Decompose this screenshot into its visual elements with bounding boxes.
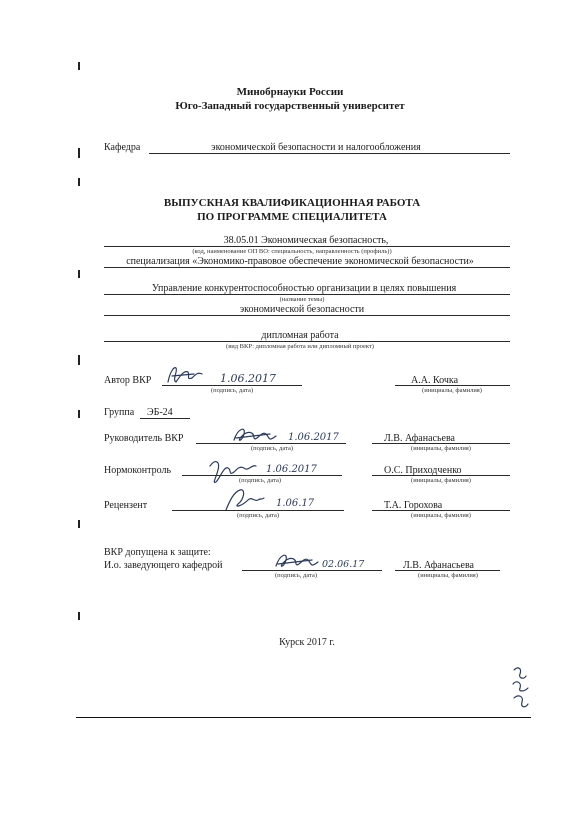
title-line-2: ПО ПРОГРАММЕ СПЕЦИАЛИТЕТА xyxy=(197,211,387,223)
normcontrol-sign-underline xyxy=(182,475,342,476)
specialization: специализация «Экономико-правовое обеспечение экономической безопасности» xyxy=(126,256,474,267)
group-value: ЭБ-24 xyxy=(147,407,173,418)
admission-name-underline xyxy=(395,570,500,571)
author-signature-date: 1.06.2017 xyxy=(220,372,276,385)
supervisor-name-hint: (инициалы, фамилия) xyxy=(411,445,471,452)
department-value: экономической безопасности и налогообложения xyxy=(211,142,421,153)
admission-line-2: И.о. заведующего кафедрой xyxy=(104,560,223,571)
supervisor-sign-hint: (подпись, дата) xyxy=(250,445,294,452)
topic-line-1: Управление конкурентоспособностью организации в целях повышения xyxy=(151,283,457,294)
work-type: дипломная работа xyxy=(261,330,339,341)
margin-mark xyxy=(78,62,80,70)
margin-mark xyxy=(78,355,80,365)
author-sign-underline xyxy=(162,385,302,386)
author-name-underline xyxy=(395,385,510,386)
reviewer-signature-date: 1.06.17 xyxy=(276,498,315,509)
margin-mark xyxy=(78,148,80,158)
author-name-hint: (инициалы, фамилия) xyxy=(422,387,482,394)
specialization-underline xyxy=(104,267,510,268)
reviewer-sign-underline xyxy=(172,510,344,511)
author-name: А.А. Кочка xyxy=(411,375,459,386)
title-line-1: ВЫПУСКНАЯ КВАЛИФИКАЦИОННАЯ РАБОТА xyxy=(163,197,421,209)
supervisor-label: Руководитель ВКР xyxy=(104,433,184,444)
admission-sign-underline xyxy=(242,570,382,571)
supervisor-sign-underline xyxy=(196,443,346,444)
reviewer-label: Рецензент xyxy=(104,500,148,511)
normcontrol-name-underline xyxy=(372,475,510,476)
ministry-name: Минобрнауки России xyxy=(236,86,344,98)
normcontrol-label: Нормоконтроль xyxy=(104,465,172,476)
supervisor-name: Л.В. Афанасьева xyxy=(384,433,455,444)
margin-mark xyxy=(78,270,80,278)
topic-underline-2 xyxy=(104,315,510,316)
admission-line-1: ВКР допущена к защите: xyxy=(104,547,211,558)
topic-line-2: экономической безопасности xyxy=(239,304,365,315)
normcontrol-signature-date: 1.06.2017 xyxy=(266,464,317,475)
supervisor-signature-date: 1.06.2017 xyxy=(288,432,339,443)
margin-mark xyxy=(78,178,80,186)
city-year: Курск 2017 г. xyxy=(279,637,335,648)
work-type-hint: (вид ВКР: дипломная работа или дипломный проект) xyxy=(226,343,374,350)
admission-name: Л.В. Афанасьева xyxy=(403,560,474,571)
university-name: Юго-Западный государственный университет xyxy=(175,100,405,112)
topic-underline-1 xyxy=(104,294,510,295)
normcontrol-name: О.С. Приходченко xyxy=(384,465,462,476)
reviewer-name: Т.А. Горохова xyxy=(384,500,443,511)
normcontrol-name-hint: (инициалы, фамилия) xyxy=(411,477,471,484)
specialty-code: 38.05.01 Экономическая безопасность, xyxy=(223,235,389,246)
admission-sign-hint: (подпись, дата) xyxy=(274,572,318,579)
admission-name-hint: (инициалы, фамилия) xyxy=(418,572,478,579)
admission-signature-date: 02.06.17 xyxy=(322,559,365,570)
margin-mark xyxy=(78,410,80,418)
margin-mark xyxy=(78,612,80,620)
group-underline xyxy=(140,418,190,419)
reviewer-name-hint: (инициалы, фамилия) xyxy=(411,512,471,519)
department-underline xyxy=(149,153,510,154)
specialty-hint: (код, наименование ОП ВО: специальность, направленность (профиль)) xyxy=(192,248,392,255)
work-type-underline xyxy=(104,341,510,342)
normcontrol-sign-hint: (подпись, дата) xyxy=(238,477,282,484)
author-sign-hint: (подпись, дата) xyxy=(210,387,254,394)
author-label: Автор ВКР xyxy=(104,375,152,386)
department-label: Кафедра xyxy=(104,142,141,153)
handwritten-note xyxy=(510,664,532,712)
group-label: Группа xyxy=(104,407,135,418)
supervisor-name-underline xyxy=(372,443,510,444)
margin-mark xyxy=(78,520,80,528)
specialty-underline xyxy=(104,246,510,247)
reviewer-sign-hint: (подпись, дата) xyxy=(236,512,280,519)
reviewer-name-underline xyxy=(372,510,510,511)
page-bottom-rule xyxy=(76,717,531,718)
topic-hint: (название темы) xyxy=(279,296,325,303)
